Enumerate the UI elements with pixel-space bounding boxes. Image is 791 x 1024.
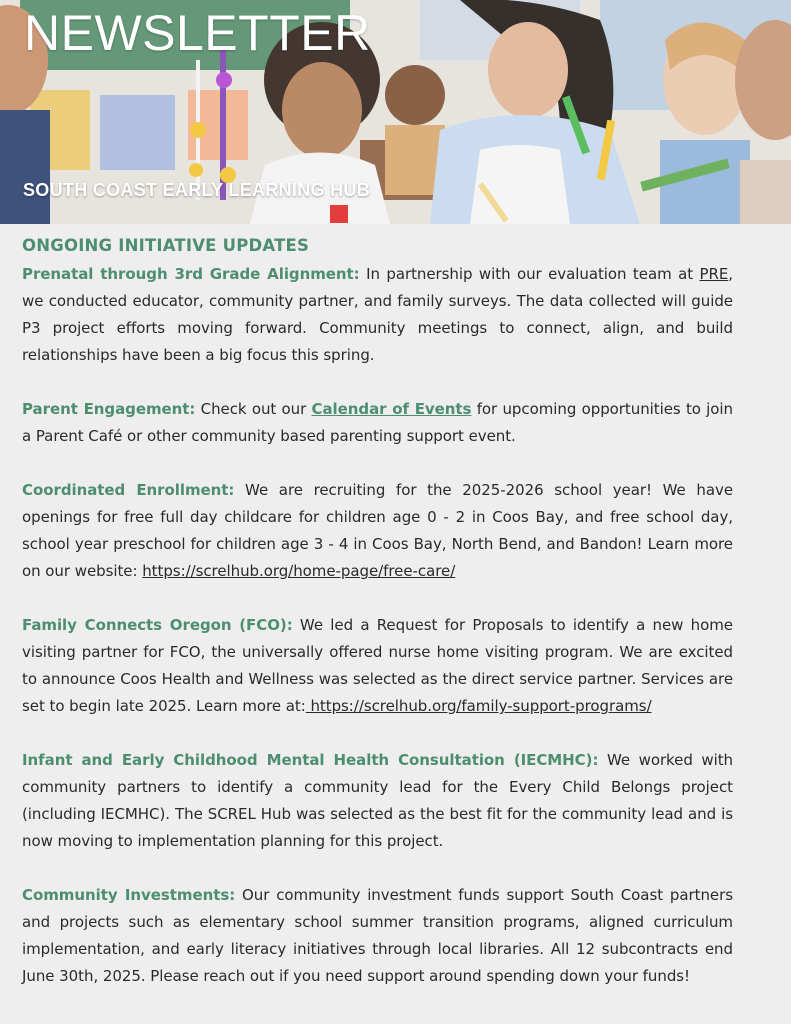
update-lead: Parent Engagement:: [22, 400, 196, 418]
free-care-link[interactable]: https://screlhub.org/home-page/free-care/: [142, 562, 456, 580]
section-heading: ONGOING INITIATIVE UPDATES: [22, 236, 310, 255]
newsletter-content: [22, 236, 733, 1017]
family-support-programs-link[interactable]: https://screlhub.org/family-support-programs/: [305, 697, 652, 715]
update-text: for upcoming opportunities to join a Parent Café or other community based parenting support event.: [22, 400, 734, 445]
update-community-investments: [22, 882, 733, 990]
update-parent-engagement: [22, 396, 733, 450]
update-text: In partnership with our evaluation team at: [359, 265, 700, 283]
update-p3-alignment: [22, 261, 733, 369]
update-text: , we conducted educator, community partner, and family surveys. The data collected will guide P3 project efforts moving forward. Community meetings to connect, align, and build relationships have been a big focus this spring.: [22, 265, 734, 364]
update-family-connects: [22, 612, 733, 720]
update-text: Our community investment funds support South Coast partners and projects such as elementary school summer transition programs, aligned curriculum implementation, and early literacy initiatives through local libraries. All 12 subcontracts end June 30th, 2025. Please reach out if you need support around spending down your funds!: [22, 886, 733, 985]
hero-banner: [0, 0, 791, 224]
update-text: We are recruiting for the 2025-2026 school year! We have openings for free full day childcare for children age 0 - 2 in Coos Bay, and free school day, school year preschool for children age 3 - 4 in Coos Bay, North Bend, and Bandon! Learn more on our website:: [22, 481, 733, 580]
update-text: We led a Request for Proposals to identify a new home visiting partner for FCO, the universally offered nurse home visiting program. We are excited to announce Coos Health and Wellness was selected as the direct service partner. Services are set to begin late 2025. Learn more at:: [22, 616, 733, 715]
update-text: Check out our: [195, 400, 312, 418]
update-lead: Family Connects Oregon (FCO):: [22, 616, 293, 634]
update-lead: Community Investments:: [22, 886, 236, 904]
pre-link[interactable]: PRE: [699, 265, 729, 283]
update-lead: Infant and Early Childhood Mental Health Consultation (IECMHC):: [22, 751, 599, 769]
calendar-of-events-link[interactable]: Calendar of Events: [311, 400, 472, 418]
update-iecmhc: [22, 747, 733, 855]
newsletter-title: NEWSLETTER: [24, 5, 371, 61]
update-lead: Prenatal through 3rd Grade Alignment:: [22, 265, 360, 283]
update-lead: Coordinated Enrollment:: [22, 481, 235, 499]
organization-name: SOUTH COAST EARLY LEARNING HUB: [23, 180, 371, 200]
update-coordinated-enrollment: [22, 477, 733, 585]
update-text: We worked with community partners to identify a community lead for the Every Child Belongs project (including IECMHC). The SCREL Hub was selected as the best fit for the community lead and is now moving to implementation planning for this project.: [22, 751, 733, 850]
